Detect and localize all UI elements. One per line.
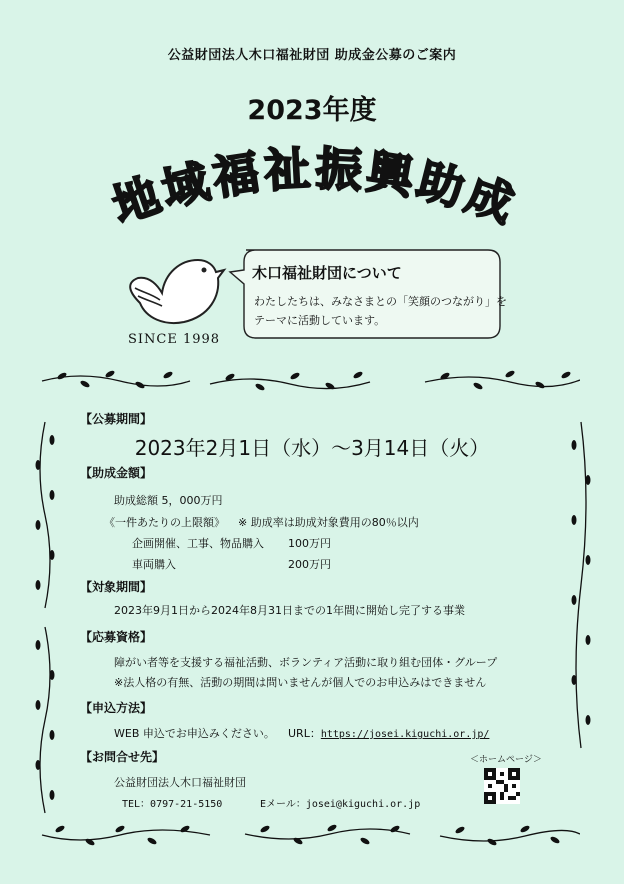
left-vine-lower xyxy=(30,625,60,815)
eligibility-note: ※法人格の有無、活動の期間は問いませんが個人でのお申込みはできません xyxy=(114,676,487,689)
qr-code[interactable] xyxy=(484,768,520,804)
header-text: 公益財団法人木口福祉財団 助成金公募のご案内 xyxy=(167,48,457,63)
about-line-2: テーマに活動しています。 xyxy=(254,314,386,327)
contact-tel: TEL：0797-21-5150 xyxy=(122,799,223,810)
top-vine-decoration xyxy=(40,366,580,396)
bottom-vine-decoration xyxy=(40,820,580,850)
contact-heading: 【お問合せ先】 xyxy=(80,750,165,764)
item2-value: 200万円 xyxy=(288,558,331,571)
period-heading: 【公募期間】 xyxy=(80,412,153,426)
contact-email[interactable]: Eメール：josei@kiguchi.or.jp xyxy=(260,799,421,810)
homepage-label: ＜ホームページ＞ xyxy=(470,755,542,765)
about-title: 木口福祉財団について xyxy=(252,264,402,282)
eligibility-heading: 【応募資格】 xyxy=(80,630,153,644)
bird-logo xyxy=(120,248,230,333)
apply-url-link[interactable]: https://josei.kiguchi.or.jp/ xyxy=(320,729,490,740)
item2-label: 車両購入 xyxy=(132,558,176,571)
limit-label: 《一件あたりの上限額》 xyxy=(104,516,225,529)
apply-url-label: URL： xyxy=(288,727,321,740)
total-amount: 助成総額 5，000万円 xyxy=(114,494,223,507)
main-title-text: 地域福祉振興助成 xyxy=(105,141,525,234)
right-vine xyxy=(566,420,596,750)
amount-heading: 【助成金額】 xyxy=(80,466,153,480)
apply-url-line xyxy=(288,725,489,741)
target-text: 2023年9月1日から2024年8月31日までの1年間に開始し完了する事業 xyxy=(114,604,465,617)
since-label: SINCE 1998 xyxy=(128,332,221,347)
year-title: 2023年度 xyxy=(247,95,377,126)
contact-org: 公益財団法人木口福祉財団 xyxy=(114,776,246,789)
target-heading: 【対象期間】 xyxy=(80,580,153,594)
eligibility-text: 障がい者等を支援する福祉活動、ボランティア活動に取り組む団体・グループ xyxy=(114,656,498,669)
svg-text:地域福祉振興助成 xyxy=(106,141,525,233)
limit-note: ※ 助成率は助成対象費用の80％以内 xyxy=(238,516,419,529)
apply-text: WEB 申込でお申込みください。 xyxy=(114,727,275,740)
about-text xyxy=(254,292,514,330)
about-line-1: わたしたちは、みなさまとの「笑顔のつながり」を xyxy=(254,295,507,308)
main-title xyxy=(95,120,535,250)
item1-label: 企画開催、工事、物品購入 xyxy=(132,537,264,550)
apply-heading: 【申込方法】 xyxy=(80,701,153,715)
item1-value: 100万円 xyxy=(288,537,331,550)
period-dates: 2023年2月1日（水）～3月14日（火） xyxy=(134,436,490,460)
